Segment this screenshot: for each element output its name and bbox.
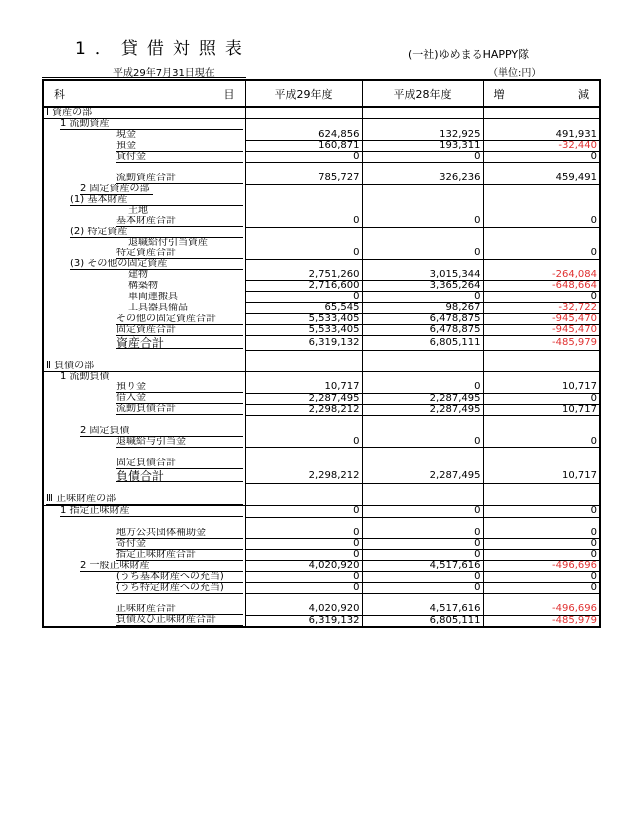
current-year-value — [245, 119, 362, 131]
current-year-value: 624,856 — [245, 130, 362, 141]
row-label-cell — [43, 572, 245, 583]
current-year-value — [245, 484, 362, 495]
current-year-value — [245, 426, 362, 437]
prior-year-value — [362, 259, 483, 270]
current-year-value: 5,533,405 — [245, 325, 362, 336]
prior-year-value: 6,805,111 — [362, 336, 483, 351]
current-year-value: 4,020,920 — [245, 604, 362, 615]
change-value: -32,440 — [483, 141, 600, 152]
prior-year-value: 0 — [362, 216, 483, 227]
table-row — [43, 494, 600, 506]
row-label: 構築物 — [128, 280, 158, 291]
prior-year-value: 3,015,344 — [362, 270, 483, 281]
current-year-value: 0 — [245, 572, 362, 583]
change-value: 491,931 — [483, 130, 600, 141]
table-body — [43, 107, 600, 627]
table-row — [43, 415, 600, 426]
prior-year-value — [362, 163, 483, 174]
current-year-value: 2,751,260 — [245, 270, 362, 281]
row-label: 退職給付引当資産 — [128, 238, 208, 248]
current-year-value: 65,545 — [245, 303, 362, 314]
report-title: 1．貸借対照表 — [75, 39, 251, 59]
current-year-value — [245, 227, 362, 238]
organization-name: (一社)ゆめまるHAPPY隊 — [408, 48, 530, 61]
current-year-value — [245, 361, 362, 372]
table-row — [43, 437, 600, 448]
row-label: 資産合計 — [116, 338, 243, 349]
change-value — [483, 426, 600, 437]
prior-year-value — [362, 517, 483, 528]
table-row — [43, 227, 600, 238]
prior-year-value: 0 — [362, 506, 483, 518]
current-year-value — [245, 163, 362, 174]
row-label-cell — [43, 292, 245, 303]
change-value — [483, 119, 600, 131]
row-label: 地方公共団体補助金 — [116, 528, 243, 539]
change-value: 10,717 — [483, 382, 600, 393]
prior-year-value — [362, 227, 483, 238]
row-label: 2 一般正味財産 — [80, 561, 243, 572]
change-value: 0 — [483, 550, 600, 561]
change-value — [483, 206, 600, 216]
change-value — [483, 517, 600, 528]
table-row — [43, 163, 600, 174]
table-row — [43, 404, 600, 415]
row-label-cell — [43, 227, 245, 238]
table-row — [43, 594, 600, 605]
change-value — [483, 372, 600, 383]
current-year-value — [245, 259, 362, 270]
change-value: 459,491 — [483, 173, 600, 184]
change-value: 0 — [483, 506, 600, 518]
current-year-value — [245, 594, 362, 605]
balance-sheet-table — [42, 79, 601, 628]
change-value — [483, 238, 600, 248]
change-header — [483, 80, 600, 107]
prior-year-value: 0 — [362, 292, 483, 303]
row-label: (うち基本財産への充当) — [116, 572, 243, 583]
table-row — [43, 583, 600, 594]
current-year-value: 785,727 — [245, 173, 362, 184]
table-row — [43, 184, 600, 195]
table-row — [43, 372, 600, 383]
table-row — [43, 393, 600, 404]
change-value — [483, 484, 600, 495]
change-value: -496,696 — [483, 561, 600, 572]
table-row — [43, 119, 600, 131]
row-label: Ⅲ 正味財産の部 — [46, 494, 243, 505]
change-value: -945,470 — [483, 314, 600, 325]
row-label-cell — [43, 594, 245, 605]
table-row — [43, 604, 600, 615]
prior-year-value — [362, 107, 483, 119]
prior-year-value: 0 — [362, 382, 483, 393]
row-label: 車両運搬具 — [128, 291, 178, 302]
row-label: 退職給与引当金 — [116, 437, 243, 448]
table-row — [43, 572, 600, 583]
table-row — [43, 238, 600, 248]
row-label: Ⅱ 負債の部 — [46, 361, 95, 371]
subject-header-left: 科 — [54, 87, 65, 101]
change-value: 0 — [483, 152, 600, 163]
table-row — [43, 458, 600, 469]
current-year-value: 0 — [245, 292, 362, 303]
prior-year-value: 0 — [362, 152, 483, 163]
prior-year-value: 132,925 — [362, 130, 483, 141]
table-row — [43, 484, 600, 495]
change-header-left: 増 — [493, 87, 505, 101]
current-year-value: 4,020,920 — [245, 561, 362, 572]
table-row — [43, 259, 600, 270]
current-year-value: 2,287,495 — [245, 393, 362, 404]
table-row — [43, 361, 600, 372]
row-label: 流動資産合計 — [116, 173, 243, 184]
row-label: 基本財産合計 — [116, 216, 243, 227]
subject-header-right: 目 — [223, 87, 235, 101]
current-year-value: 0 — [245, 528, 362, 539]
row-label-cell — [43, 141, 245, 152]
row-label-cell — [43, 528, 245, 539]
row-label: 1 指定正味財産 — [60, 506, 243, 517]
row-label-cell — [43, 361, 245, 372]
table-row — [43, 152, 600, 163]
row-label-cell — [43, 314, 245, 325]
change-value — [483, 195, 600, 206]
row-label-cell — [43, 437, 245, 448]
table-row — [43, 382, 600, 393]
row-label: 建物 — [128, 270, 148, 281]
row-label: 流動負債合計 — [116, 404, 243, 415]
row-label-cell — [43, 303, 245, 314]
prior-year-value — [362, 184, 483, 195]
row-label-cell — [43, 351, 245, 362]
row-label-cell — [43, 604, 245, 615]
change-value: 0 — [483, 437, 600, 448]
change-value — [483, 351, 600, 362]
table-row — [43, 195, 600, 206]
row-label: (2) 特定資産 — [70, 227, 243, 238]
row-label: (3) その他の固定資産 — [70, 259, 243, 270]
change-value — [483, 448, 600, 459]
row-label: 2 固定資産の部 — [80, 184, 153, 195]
table-row — [43, 615, 600, 627]
table-row — [43, 173, 600, 184]
current-year-value — [245, 448, 362, 459]
change-value — [483, 184, 600, 195]
current-year-value: 160,871 — [245, 141, 362, 152]
table-row — [43, 469, 600, 484]
prior-year-value — [362, 195, 483, 206]
current-year-value: 0 — [245, 506, 362, 518]
change-value — [483, 458, 600, 469]
change-value: -264,084 — [483, 270, 600, 281]
row-label-cell — [43, 173, 245, 184]
current-year-value: 0 — [245, 248, 362, 259]
row-label-cell — [43, 259, 245, 270]
prior-year-value: 0 — [362, 539, 483, 550]
change-value — [483, 494, 600, 506]
prior-year-value — [362, 351, 483, 362]
prior-year-header: 平成28年度 — [362, 80, 483, 107]
change-value: -485,979 — [483, 336, 600, 351]
row-label-cell — [43, 107, 245, 119]
row-label: 正味財産合計 — [116, 604, 243, 615]
row-label-cell — [43, 615, 245, 627]
prior-year-value: 2,287,495 — [362, 404, 483, 415]
prior-year-value: 6,805,111 — [362, 615, 483, 627]
current-year-value: 6,319,132 — [245, 615, 362, 627]
row-label-cell — [43, 539, 245, 550]
table-header-row — [43, 80, 600, 107]
table-row — [43, 130, 600, 141]
current-year-value — [245, 458, 362, 469]
row-label-cell — [43, 561, 245, 572]
row-label: (1) 基本財産 — [70, 195, 243, 206]
row-label-cell — [43, 248, 245, 259]
row-label: 負債合計 — [116, 471, 243, 482]
current-year-value — [245, 494, 362, 506]
as-of-date: 平成29年7月31日現在 — [113, 68, 215, 79]
table-row — [43, 303, 600, 314]
prior-year-value: 4,517,616 — [362, 561, 483, 572]
current-year-value: 5,533,405 — [245, 314, 362, 325]
prior-year-value: 2,287,495 — [362, 393, 483, 404]
row-label-cell — [43, 238, 245, 248]
table-row — [43, 141, 600, 152]
table-row — [43, 528, 600, 539]
change-value — [483, 361, 600, 372]
change-value: 0 — [483, 292, 600, 303]
current-year-value: 6,319,132 — [245, 336, 362, 351]
row-label-cell — [43, 206, 245, 216]
prior-year-value — [362, 361, 483, 372]
change-value: 10,717 — [483, 404, 600, 415]
row-label-cell — [43, 448, 245, 459]
table-row — [43, 426, 600, 437]
prior-year-value — [362, 458, 483, 469]
row-label-cell — [43, 404, 245, 415]
prior-year-value: 3,365,264 — [362, 281, 483, 292]
as-of-underline — [42, 77, 246, 78]
change-value: 0 — [483, 393, 600, 404]
current-year-value: 0 — [245, 216, 362, 227]
current-year-value — [245, 517, 362, 528]
current-year-value — [245, 238, 362, 248]
row-label-cell — [43, 583, 245, 594]
table-row — [43, 325, 600, 336]
row-label: 現金 — [116, 130, 136, 141]
change-value: 0 — [483, 528, 600, 539]
prior-year-value — [362, 448, 483, 459]
row-label: 土地 — [128, 206, 148, 216]
change-value: 10,717 — [483, 469, 600, 484]
row-label-cell — [43, 550, 245, 561]
row-label-cell — [43, 517, 245, 528]
row-label-cell — [43, 270, 245, 281]
row-label: 預り金 — [116, 382, 243, 393]
unit-label: （単位:円） — [488, 68, 542, 79]
row-label: 預金 — [116, 141, 243, 152]
change-value — [483, 259, 600, 270]
row-label-cell — [43, 458, 245, 469]
prior-year-value: 0 — [362, 528, 483, 539]
prior-year-value — [362, 484, 483, 495]
table-row — [43, 292, 600, 303]
change-value — [483, 415, 600, 426]
table-row — [43, 107, 600, 119]
row-label: 寄付金 — [116, 539, 243, 550]
row-label-cell — [43, 152, 245, 163]
prior-year-value: 0 — [362, 550, 483, 561]
current-year-value — [245, 184, 362, 195]
row-label-cell — [43, 119, 245, 131]
table-row — [43, 216, 600, 227]
current-year-header: 平成29年度 — [245, 80, 362, 107]
table-row — [43, 206, 600, 216]
current-year-value: 2,298,212 — [245, 404, 362, 415]
change-value: 0 — [483, 248, 600, 259]
change-value — [483, 163, 600, 174]
current-year-value — [245, 195, 362, 206]
prior-year-value: 6,478,875 — [362, 314, 483, 325]
prior-year-value — [362, 238, 483, 248]
change-value: 0 — [483, 539, 600, 550]
prior-year-value: 326,236 — [362, 173, 483, 184]
row-label-cell — [43, 184, 245, 195]
current-year-value: 10,717 — [245, 382, 362, 393]
change-value: 0 — [483, 572, 600, 583]
row-label: Ⅰ 資産の部 — [46, 107, 93, 118]
row-label-cell — [43, 372, 245, 383]
change-value: 0 — [483, 216, 600, 227]
current-year-value: 2,716,600 — [245, 281, 362, 292]
change-value — [483, 107, 600, 119]
prior-year-value: 6,478,875 — [362, 325, 483, 336]
prior-year-value: 2,287,495 — [362, 469, 483, 484]
subject-column-header — [43, 80, 245, 107]
table-row — [43, 448, 600, 459]
row-label: その他の固定資産合計 — [116, 314, 243, 325]
current-year-value: 0 — [245, 550, 362, 561]
table-row — [43, 539, 600, 550]
row-label: 負債及び正味財産合計 — [116, 615, 243, 626]
prior-year-value: 4,517,616 — [362, 604, 483, 615]
table-row — [43, 506, 600, 518]
row-label-cell — [43, 382, 245, 393]
current-year-value — [245, 415, 362, 426]
current-year-value — [245, 107, 362, 119]
prior-year-value: 0 — [362, 248, 483, 259]
row-label: 借入金 — [116, 393, 243, 404]
current-year-value: 0 — [245, 583, 362, 594]
row-label: 指定正味財産合計 — [116, 550, 243, 561]
change-value — [483, 227, 600, 238]
row-label-cell — [43, 393, 245, 404]
current-year-value: 0 — [245, 539, 362, 550]
table-row — [43, 314, 600, 325]
current-year-value — [245, 372, 362, 383]
row-label: 固定負債合計 — [116, 458, 243, 469]
row-label-cell — [43, 336, 245, 351]
current-year-value — [245, 351, 362, 362]
change-value: -648,664 — [483, 281, 600, 292]
table-row — [43, 561, 600, 572]
prior-year-value: 0 — [362, 437, 483, 448]
row-label: 特定資産合計 — [116, 248, 243, 259]
row-label: 1 流動資産 — [60, 119, 243, 130]
prior-year-value — [362, 594, 483, 605]
prior-year-value: 0 — [362, 583, 483, 594]
prior-year-value: 98,267 — [362, 303, 483, 314]
change-value — [483, 594, 600, 605]
prior-year-value — [362, 415, 483, 426]
row-label-cell — [43, 325, 245, 336]
row-label-cell — [43, 216, 245, 227]
row-label-cell — [43, 506, 245, 518]
row-label-cell — [43, 163, 245, 174]
current-year-value: 0 — [245, 152, 362, 163]
row-label: 工具器具備品 — [128, 302, 188, 313]
current-year-value — [245, 206, 362, 216]
row-label: 貸付金 — [116, 152, 243, 163]
table-row — [43, 281, 600, 292]
table-row — [43, 270, 600, 281]
row-label-cell — [43, 130, 245, 141]
row-label-cell — [43, 469, 245, 484]
change-value: -485,979 — [483, 615, 600, 627]
prior-year-value — [362, 372, 483, 383]
prior-year-value: 0 — [362, 572, 483, 583]
table-row — [43, 336, 600, 351]
current-year-value: 2,298,212 — [245, 469, 362, 484]
row-label: (うち特定財産への充当) — [116, 583, 243, 594]
table-row — [43, 550, 600, 561]
row-label-cell — [43, 494, 245, 506]
change-value: 0 — [483, 583, 600, 594]
row-label-cell — [43, 195, 245, 206]
table-row — [43, 517, 600, 528]
row-label: 2 固定負債 — [80, 426, 243, 437]
change-value: -496,696 — [483, 604, 600, 615]
change-value: -945,470 — [483, 325, 600, 336]
row-label: 固定資産合計 — [116, 325, 243, 336]
prior-year-value: 193,311 — [362, 141, 483, 152]
row-label: 1 流動負債 — [60, 371, 110, 382]
row-label-cell — [43, 281, 245, 292]
prior-year-value — [362, 206, 483, 216]
row-label-cell — [43, 484, 245, 495]
table-row — [43, 248, 600, 259]
change-header-right: 減 — [578, 87, 589, 101]
row-label-cell — [43, 426, 245, 437]
prior-year-value — [362, 494, 483, 506]
row-label-cell — [43, 415, 245, 426]
prior-year-value — [362, 426, 483, 437]
current-year-value: 0 — [245, 437, 362, 448]
change-value: -32,722 — [483, 303, 600, 314]
prior-year-value — [362, 119, 483, 131]
table-row — [43, 351, 600, 362]
